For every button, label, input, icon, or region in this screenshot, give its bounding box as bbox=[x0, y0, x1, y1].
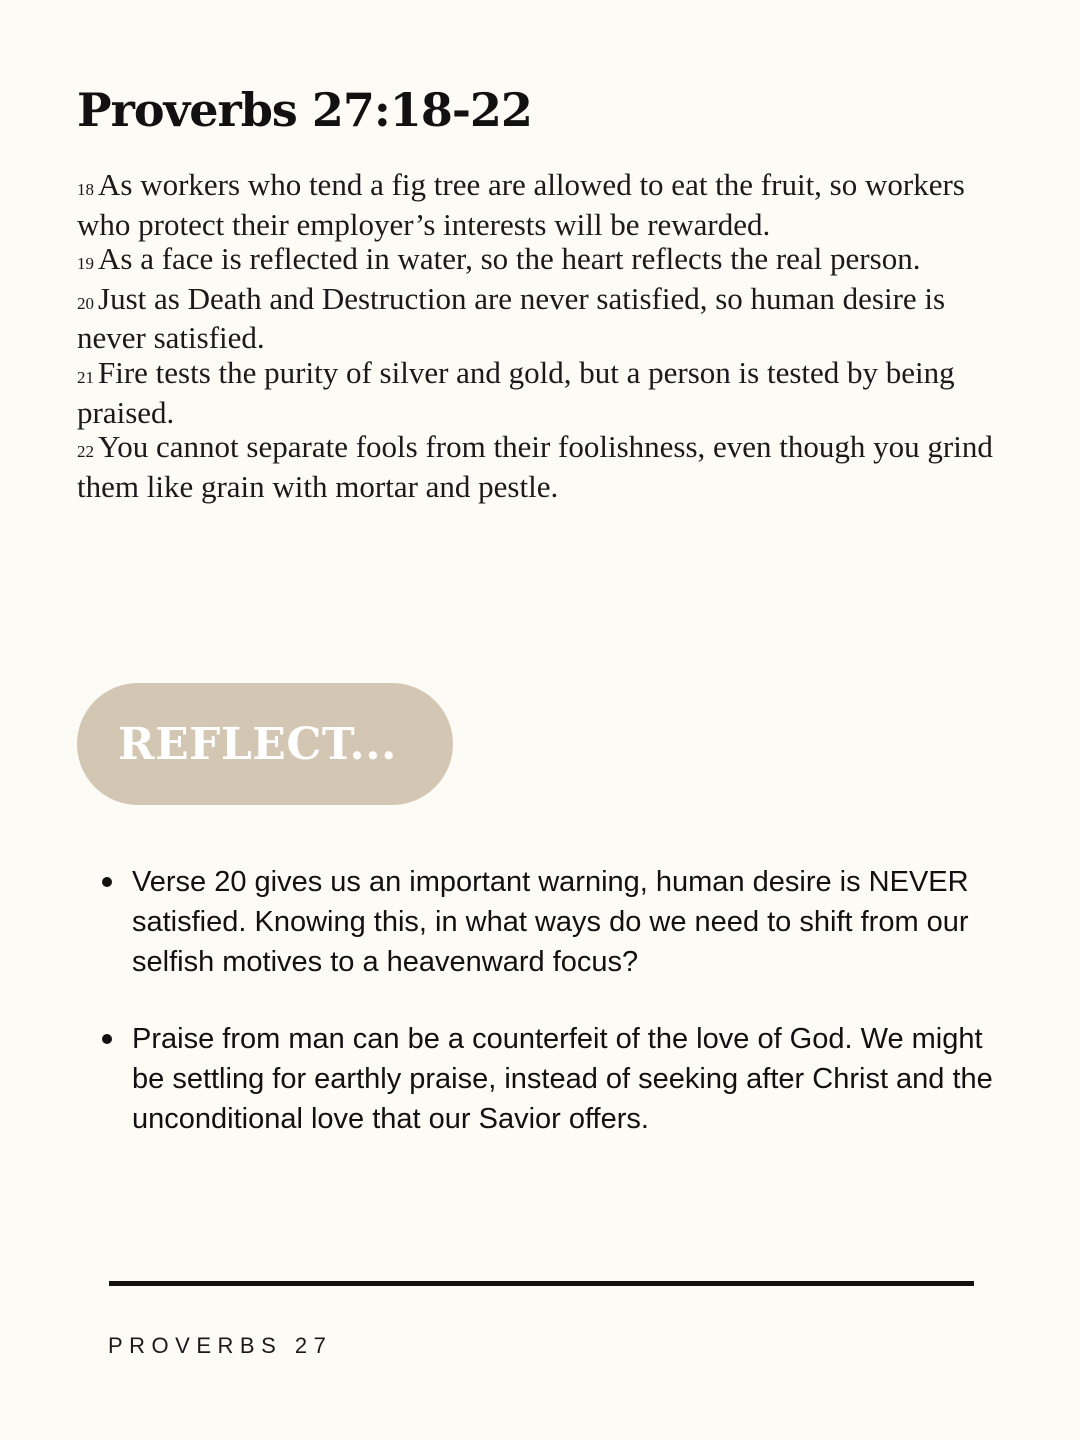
verse bbox=[77, 242, 1007, 282]
question-text: Verse 20 gives us an important warning, human desire is NEVER satisfied. Knowing this, in what ways do we need to shift from our selfish motives to a heavenward focus? bbox=[132, 866, 969, 978]
bullet-icon bbox=[102, 877, 112, 887]
verse-number: 19 bbox=[77, 254, 94, 274]
bullet-icon bbox=[102, 1034, 112, 1044]
reflect-label: REFLECT... bbox=[118, 718, 397, 770]
verse-number: 20 bbox=[77, 293, 94, 313]
verse-number: 18 bbox=[77, 180, 94, 199]
verse-number: 22 bbox=[77, 442, 94, 462]
question-text: Praise from man can be a counterfeit of the love of God. We might be settling for earthly praise, instead of seeking after Christ and the unconditional love that our Savior offers. bbox=[132, 1023, 993, 1135]
page-title: Proverbs 27:18-22 bbox=[77, 83, 532, 137]
verse-text: As a face is reflected in water, so the heart reflects the real person. bbox=[98, 241, 921, 277]
divider bbox=[109, 1281, 974, 1286]
list-item bbox=[100, 862, 1020, 982]
reflection-questions bbox=[100, 862, 1020, 1176]
verse-text: Just as Death and Destruction are never satisfied, so human desire is never satisfied. bbox=[77, 280, 946, 356]
verse-number: 21 bbox=[77, 367, 94, 387]
list-item bbox=[100, 1019, 1020, 1139]
verse bbox=[77, 168, 1007, 242]
reflect-badge bbox=[77, 683, 453, 805]
verse bbox=[77, 356, 1007, 430]
verse-text: As workers who tend a fig tree are allowed to eat the fruit, so workers who protect their employer’s interests will be rewarded. bbox=[77, 167, 965, 242]
footer-label: PROVERBS 27 bbox=[108, 1333, 333, 1358]
verse-text: Fire tests the purity of silver and gold, but a person is tested by being praised. bbox=[77, 354, 955, 430]
verse-text: You cannot separate fools from their foolishness, even though you grind them like grain with mortar and pestle. bbox=[77, 429, 993, 504]
verse bbox=[77, 282, 1007, 356]
verse bbox=[77, 430, 1007, 504]
scripture-passage bbox=[77, 168, 1007, 504]
